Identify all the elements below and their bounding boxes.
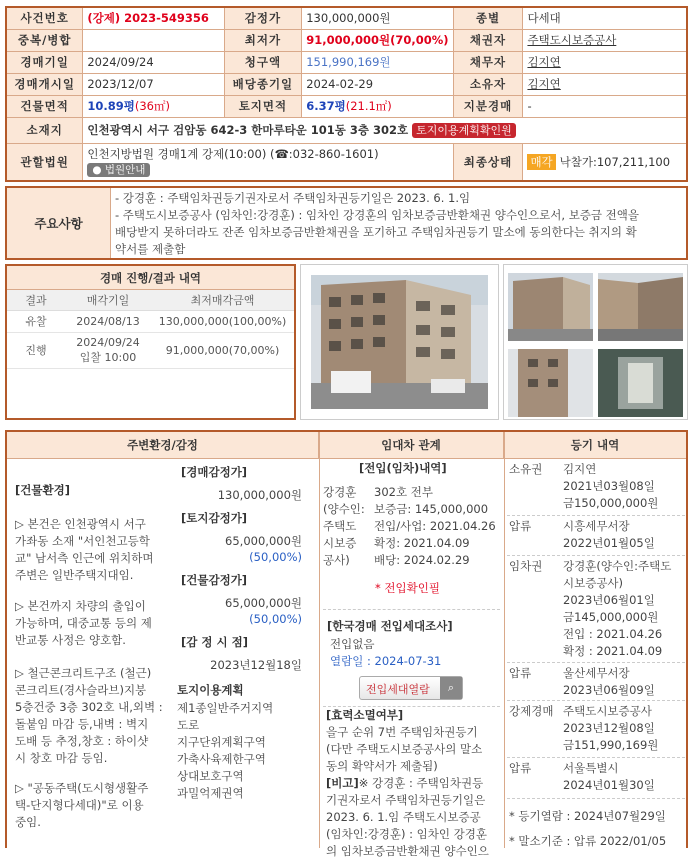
appr-date-value: 2023년12월18일: [210, 658, 302, 672]
env-para-1: [15, 516, 153, 584]
effect-line: (다만 주택도시보증공사의 말소: [326, 742, 483, 756]
notes-box: [5, 186, 688, 260]
claim-label: 청구액: [224, 51, 302, 73]
bldg-area-py: 10.89평: [87, 99, 135, 113]
env-line: 중임.: [15, 815, 41, 829]
case-info-table: [5, 6, 688, 182]
bldg-env-title: [건물환경]: [15, 483, 70, 497]
col-date: 매각기일: [65, 290, 151, 310]
registry-type: 소유권: [509, 462, 543, 476]
land-area-value: [302, 95, 453, 117]
address-label: 소재지: [6, 117, 83, 143]
appr-value: 130,000,000원: [217, 488, 302, 502]
table-row: [7, 332, 294, 368]
note-line: (임차인:강경훈) : 임차인 강경훈: [326, 827, 487, 841]
result-cell: 유찰: [7, 310, 65, 332]
env-header: 주변환경/감정: [7, 432, 319, 459]
registry-line: 강경훈(양수인:주택도: [563, 559, 672, 573]
details-section: [5, 430, 688, 858]
note-text: [326, 775, 489, 860]
case-no: (강제) 2023-549356: [83, 7, 224, 29]
registry-header: 등기 내역: [504, 432, 686, 459]
col-result: 결과: [7, 290, 65, 310]
dup-value: [83, 29, 224, 51]
env-line: 콘크리트(경사슬라브)지붕: [15, 683, 147, 697]
address-text: 인천광역시 서구 검암동 642-3 한마루타운 101동 3층 302호: [87, 123, 409, 137]
main-photo-frame[interactable]: [300, 264, 499, 420]
appr-title: [경매감정가]: [181, 465, 248, 479]
type-label: 종별: [453, 7, 523, 29]
thumbnail-photo[interactable]: [598, 273, 683, 341]
registry-line: 김지연: [563, 462, 597, 476]
registry-line: 2023년06월09일: [563, 683, 655, 697]
bldg-appr-title: [건물감정가]: [181, 573, 248, 587]
date-line: 2024/09/24: [76, 335, 140, 349]
notes-line: - 주택도시보증공사 (임차인:강경훈) : 임차인 강경훈의 임차보증금반환채권 양수인으로서, 보증금 전액을: [115, 208, 640, 222]
creditor-link[interactable]: 주택도시보증공사: [523, 29, 687, 51]
court-text: 인천지방법원 경매1계 강제(10:00) (☎:032-860-1601): [87, 147, 379, 162]
dup-label: 중복/병합: [6, 29, 83, 51]
notes-label: 주요사항: [7, 188, 111, 258]
move-in-lookup-label: 전입세대열람: [366, 683, 430, 696]
tenant-details: [374, 484, 496, 569]
tenant-names: [323, 484, 365, 569]
tenant-detail-line: 배당: 2024.02.29: [374, 553, 470, 567]
env-line: 가좌동 소재 "서인천고등학: [15, 534, 150, 548]
land-area-label: 토지면적: [224, 95, 302, 117]
registry-detail: [563, 703, 658, 754]
price-cell: 130,000,000(100,00%): [151, 310, 294, 332]
env-para-3: [15, 665, 163, 767]
env-line: 5층건중 3층 302호 내,외벽 :: [15, 700, 163, 714]
min-price-label: 최저가: [224, 29, 302, 51]
price-cell: 91,000,000(70,00%): [151, 332, 294, 368]
registry-type: 압류: [509, 666, 532, 680]
survey-date: 열람일 : 2024-07-31: [330, 654, 442, 668]
address-cell: [83, 117, 687, 143]
registry-line: 2023년06월01일: [563, 593, 655, 607]
debtor-label: 채무자: [453, 51, 523, 73]
env-line: ▷ 철근콘크리트구조 (철근): [15, 666, 152, 680]
registry-detail: [563, 558, 671, 660]
min-price-value: 91,000,000원(70,00%): [302, 29, 453, 51]
bldg-area-value: [83, 95, 224, 117]
effect-line: 을구 순위 7번 주택임차권등기: [326, 725, 478, 739]
appraisal-label: 감정가: [224, 7, 302, 29]
status-cell: [523, 143, 687, 181]
tenant-name-line: 시보증: [323, 536, 357, 550]
registry-line: 2023년12월08일: [563, 721, 655, 735]
env-line: 반교통 사정은 양호함.: [15, 633, 126, 647]
land-appr-pct: (50,00%): [249, 550, 302, 564]
share-value: -: [523, 95, 687, 117]
land-area-m2: (21.1㎡): [345, 99, 392, 113]
registry-type: 압류: [509, 761, 532, 775]
share-label: 지분경매: [453, 95, 523, 117]
survey-title: [한국경매 전입세대조사]: [327, 619, 453, 633]
survey-none: 전입없음: [330, 637, 375, 651]
thumbnail-photo[interactable]: [598, 349, 683, 417]
registry-line: 2021년03월08일: [563, 479, 655, 493]
bldg-area-label: 건물면적: [6, 95, 83, 117]
court-guide-button[interactable]: ● 법원안내: [87, 163, 150, 177]
registry-line: 서울특별시: [563, 761, 619, 775]
owner-label: 소유자: [453, 73, 523, 95]
tenant-header: 임대차 관계: [319, 432, 504, 459]
note-line: 의 임차보증금반환채권 양수인으: [326, 844, 489, 858]
registry-type: 압류: [509, 519, 532, 533]
registry-detail: [563, 665, 655, 699]
registry-view-date: * 등기열람 : 2024년07월29일: [509, 809, 666, 823]
tenant-confirm: * 전입확인필: [375, 581, 440, 595]
result-cell: 진행: [7, 332, 65, 368]
env-para-4: [15, 780, 148, 831]
thumbnail-photo[interactable]: [508, 349, 593, 417]
land-area-py: 6.37평: [306, 99, 346, 113]
note-line: 2023. 6. 1.임 주택도시보증공: [326, 810, 481, 824]
registry-type: 임차권: [509, 559, 543, 573]
thumbnail-photo[interactable]: [508, 273, 593, 341]
land-use-plan-button[interactable]: 토지이용계획확인원: [412, 123, 516, 138]
note-line: 기권자로서 주택임차권등기일은: [326, 793, 486, 807]
registry-cancel-std: * 말소기준 : 압류 2022/01/05: [509, 834, 667, 848]
env-line: 도배 등 추정,창호 : 하이샷: [15, 734, 149, 748]
tenant-detail-line: 전입/사업: 2021.04.26: [374, 519, 496, 533]
effect-text: [326, 724, 482, 775]
land-plan-item: 과밀억제권역: [177, 786, 244, 800]
land-plan-title: 토지이용계획: [177, 683, 244, 697]
env-line: 택-단지형다세대)"로 이용: [15, 798, 144, 812]
dividend-value: 2024-02-29: [302, 73, 453, 95]
land-plan-item: 가축사육제한구역: [177, 752, 266, 766]
table-row: [7, 310, 294, 332]
thumbnail-grid: [503, 264, 688, 420]
tenant-detail-line: 302호 전부: [374, 485, 433, 499]
tenant-name-line: 강경훈: [323, 485, 357, 499]
start-value: 2023/12/07: [83, 73, 224, 95]
auction-date-value: 2024/09/24: [83, 51, 224, 73]
note-line: ※ 강경훈 : 주택임차권등: [358, 776, 484, 790]
building-photo[interactable]: [311, 275, 488, 409]
bldg-appr-pct: (50,00%): [249, 612, 302, 626]
env-line: ▷ "공동주택(도시형생활주: [15, 781, 149, 795]
court-cell: [83, 143, 453, 181]
type-value: 다세대: [523, 7, 687, 29]
date-cell: 2024/08/13: [65, 310, 151, 332]
registry-line: 금151,990,169원: [563, 738, 659, 752]
date-cell: [65, 332, 151, 368]
move-in-lookup-button[interactable]: [359, 676, 463, 700]
tenant-sub-title: [전입(임차)내역]: [359, 461, 447, 475]
registry-line: 전입 : 2021.04.26: [563, 627, 663, 641]
env-para-2: [15, 598, 152, 649]
tenant-detail-line: 보증금: 145,000,000: [374, 502, 489, 516]
tenant-detail-line: 확정: 2021.04.09: [374, 536, 470, 550]
status-badge: 매각: [527, 154, 555, 170]
dividend-label: 배당종기일: [224, 73, 302, 95]
registry-detail: [563, 518, 655, 552]
env-line: 돌붙임 마감 등,내벽 : 벽지: [15, 717, 149, 731]
env-line: 교" 남서측 인근에 위치하며: [15, 551, 154, 565]
status-label: 최종상태: [453, 143, 523, 181]
registry-line: 주택도시보증공사: [563, 704, 652, 718]
env-line: ▷ 본건까지 차량의 출입이: [15, 599, 146, 613]
effect-line: 동의 확약서가 제출됨): [326, 759, 438, 773]
start-label: 경매개시일: [6, 73, 83, 95]
owner-link[interactable]: 김지연: [523, 73, 687, 95]
registry-line: 금150,000,000원: [563, 496, 659, 510]
notes-line: 배당받지 못하더라도 잔존 임차보증금반환채권을 포기하고 주택임차권등기 말소에 동의한다는 취지의 확: [115, 225, 637, 239]
creditor-label: 채권자: [453, 29, 523, 51]
note-title: [비고]: [326, 776, 359, 790]
progress-table: [7, 290, 294, 369]
court-label: 관할법원: [6, 143, 83, 181]
env-line: 가능하며, 대중교통 등의 제: [15, 616, 152, 630]
case-no-label: 사건번호: [6, 7, 83, 29]
registry-line: 2024년01월30일: [563, 778, 655, 792]
status-text: 낙찰가:107,211,100: [559, 154, 671, 169]
registry-line: 시흥세무서장: [563, 519, 630, 533]
registry-line: 금145,000,000원: [563, 610, 659, 624]
claim-value: 151,990,169원: [302, 51, 453, 73]
bldg-area-m2: (36㎡): [134, 99, 170, 113]
notes-line: 약서를 제출함: [115, 242, 186, 256]
land-appr-value: 65,000,000원: [225, 534, 302, 548]
registry-type: 강제경매: [509, 704, 554, 718]
tenant-name-line: (양수인:: [323, 502, 365, 516]
registry-line: 2022년01월05일: [563, 536, 655, 550]
auction-date-label: 경매기일: [6, 51, 83, 73]
search-icon: ⌕: [440, 677, 462, 699]
debtor-link[interactable]: 김지연: [523, 51, 687, 73]
land-plan-item: 제1종일반주거지역: [177, 701, 274, 715]
appr-date-title: [감 정 시 점]: [181, 635, 248, 649]
notes-line: - 강경훈 : 주택임차권등기권자로서 주택임차권등기일은 2023. 6. 1.임: [115, 191, 471, 205]
effect-title: [효력소멸여부]: [326, 708, 404, 722]
land-plan-item: 상대보호구역: [177, 769, 244, 783]
bldg-appr-value: 65,000,000원: [225, 596, 302, 610]
registry-line: 확정 : 2021.04.09: [563, 644, 663, 658]
court-guide-label: 법원안내: [104, 164, 146, 177]
progress-title: 경매 진행/결과 내역: [7, 266, 294, 290]
appraisal-value: 130,000,000원: [302, 7, 453, 29]
land-appr-title: [토지감정가]: [181, 511, 248, 525]
land-plan-list: [177, 700, 273, 802]
land-plan-item: 도로: [177, 718, 200, 732]
land-plan-item: 지구단위계획구역: [177, 735, 266, 749]
col-price: 최저매각금액: [151, 290, 294, 310]
notes-text: [111, 188, 686, 258]
registry-detail: [563, 760, 655, 794]
env-line: ▷ 본건은 인천광역시 서구: [15, 517, 146, 531]
env-line: 주변은 일반주택지대임.: [15, 568, 134, 582]
progress-box: [5, 264, 296, 420]
registry-line: 울산세무서장: [563, 666, 630, 680]
env-line: 시 창호 마감 등임.: [15, 751, 108, 765]
tenant-name-line: 공사): [323, 553, 350, 567]
tenant-name-line: 주택도: [323, 519, 357, 533]
registry-line: 시보증공사): [563, 576, 624, 590]
date-line: 입찰 10:00: [79, 350, 137, 364]
registry-detail: [563, 461, 658, 512]
